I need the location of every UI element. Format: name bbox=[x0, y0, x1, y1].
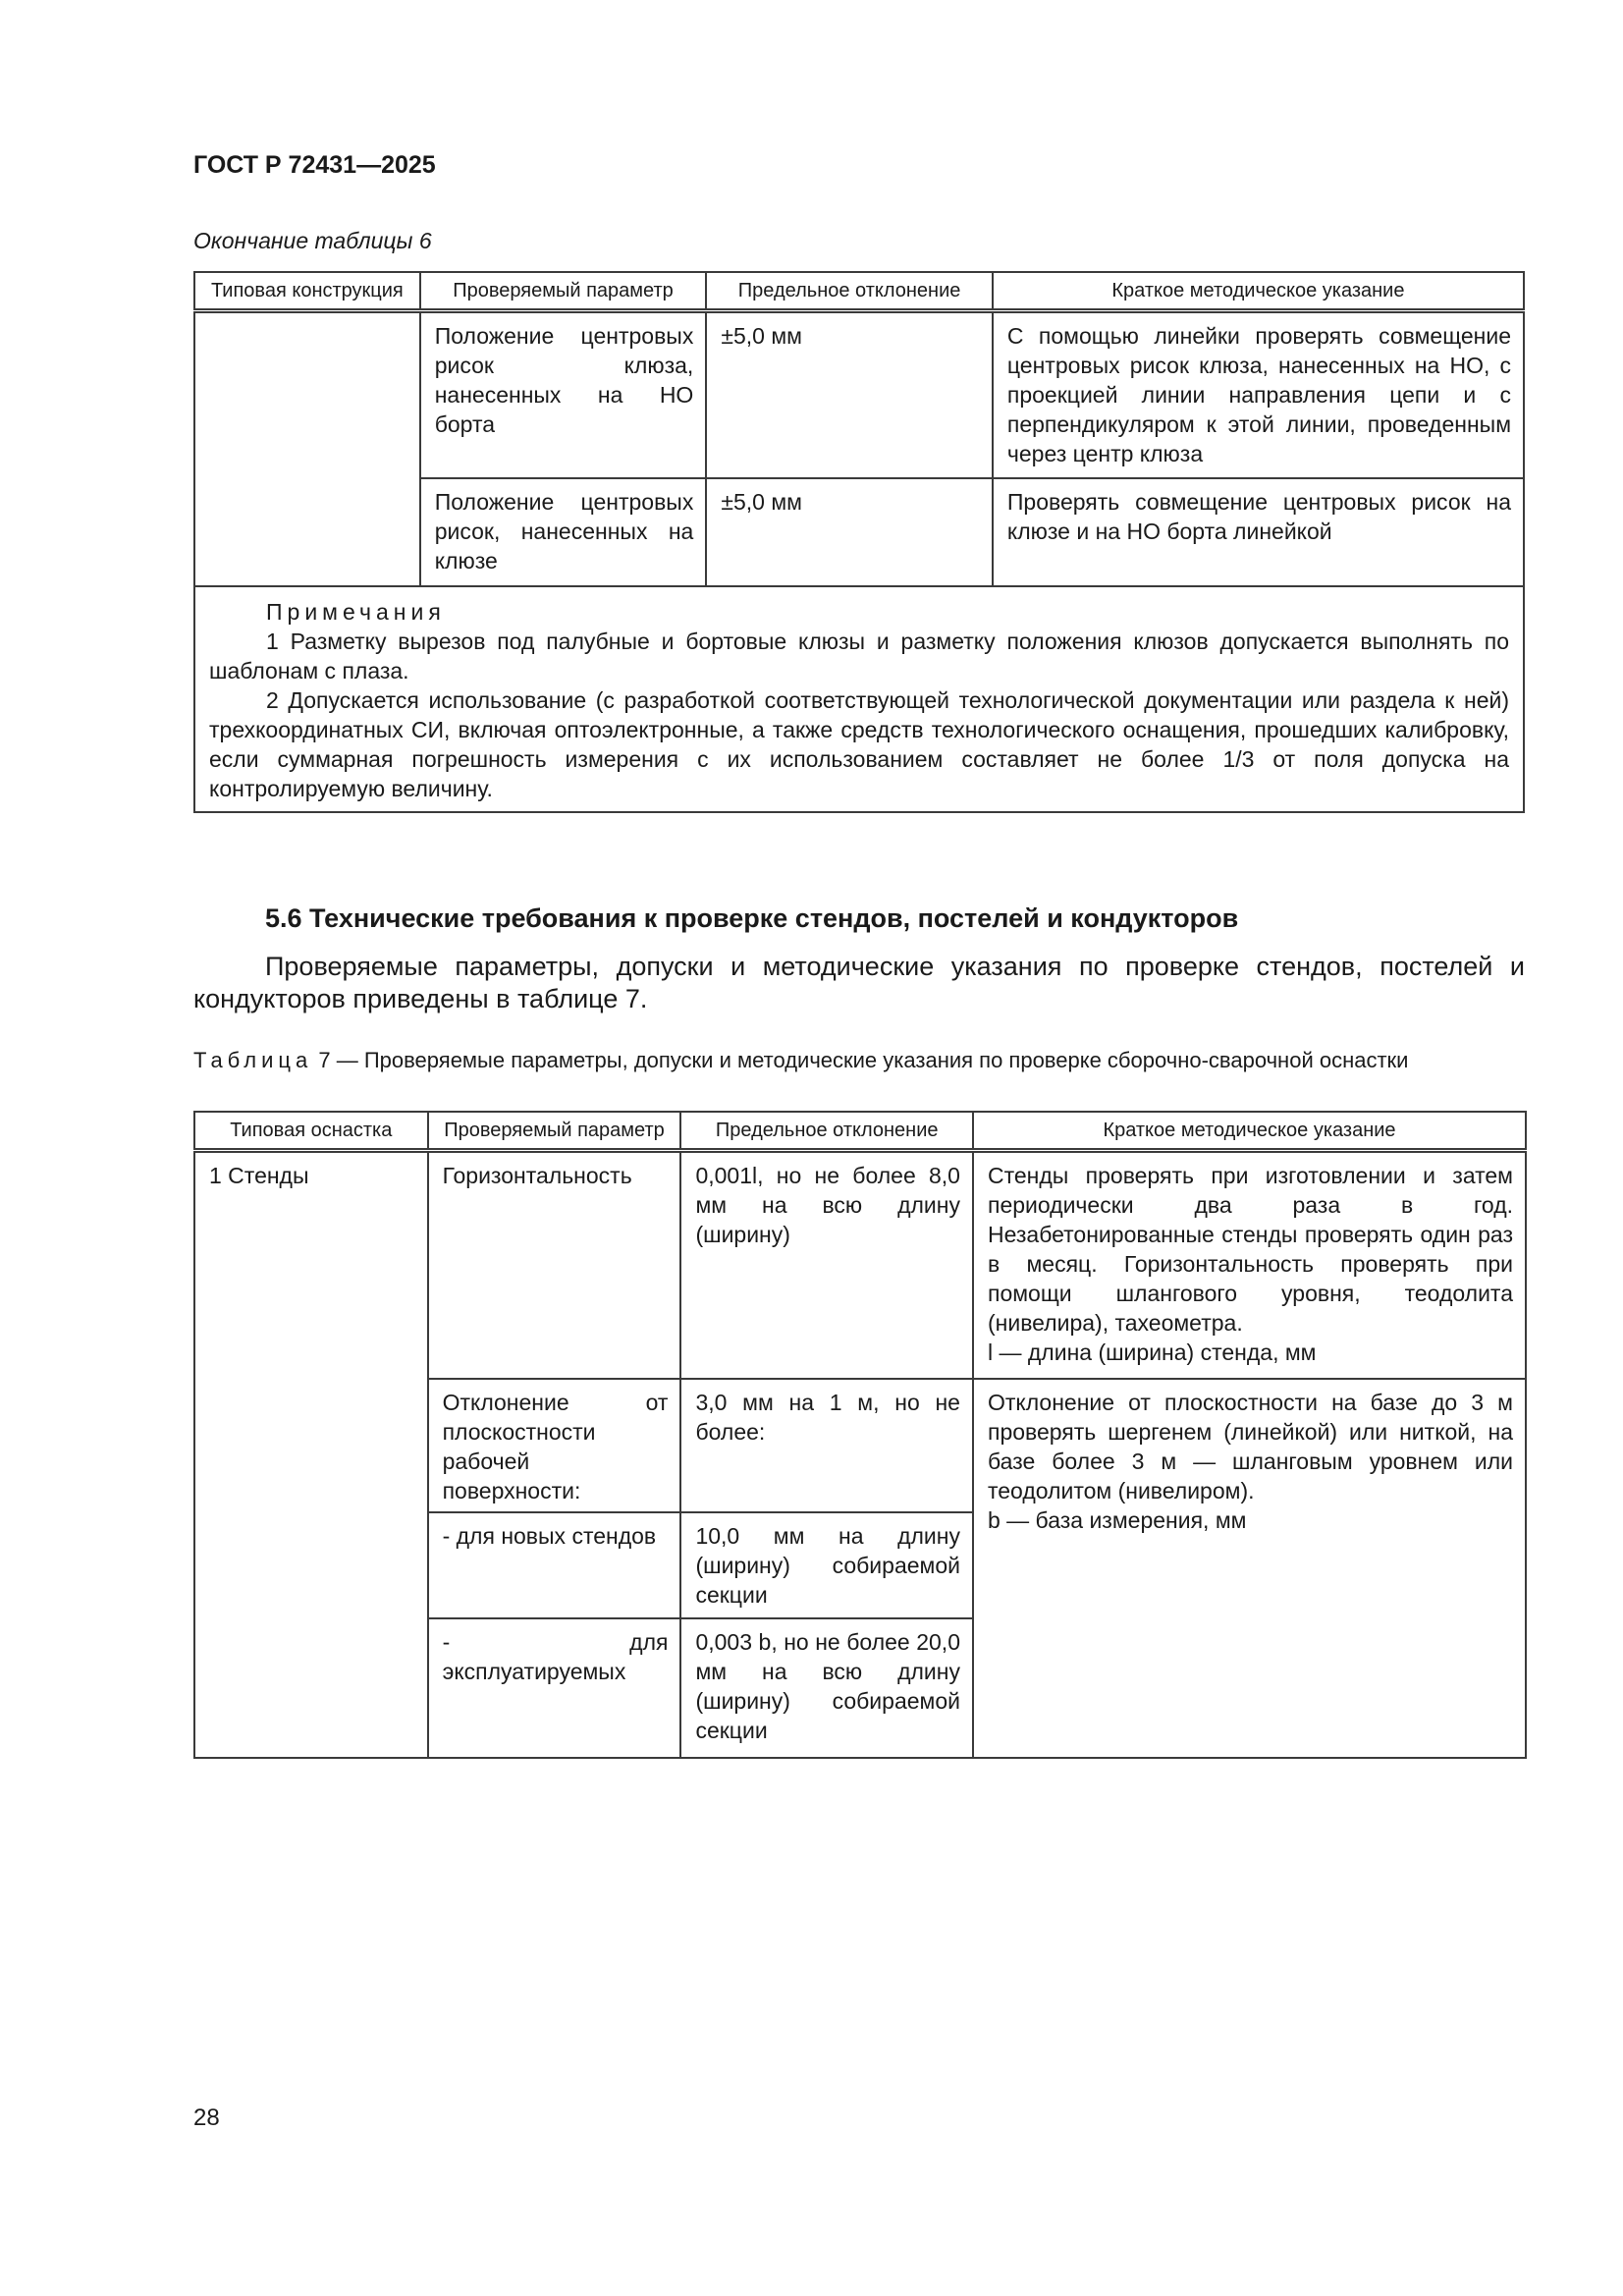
table6-col-deviation: Предельное отклонение bbox=[706, 272, 993, 311]
table7-cell-instruction bbox=[973, 1151, 1526, 1379]
instruction-text: Отклонение от плоскостности на базе до 3 м проверять шергенем (линейкой) или ниткой, на базе более 3 м — шланговым уровнем или теодолитом (нивелиром). bbox=[987, 1389, 1513, 1503]
table7-cell-parameter: - для новых стендов bbox=[428, 1512, 681, 1618]
table7-col-equipment: Типовая оснастка bbox=[194, 1112, 428, 1151]
deviation-text: 0,001l, но не более 8,0 мм на всю длину (ширину) bbox=[695, 1163, 960, 1247]
table6-col-parameter: Проверяемый параметр bbox=[420, 272, 707, 311]
table6-cell-parameter: Положение центровых рисок клюза, нанесенных на НО борта bbox=[420, 311, 707, 478]
table-6 bbox=[193, 271, 1525, 813]
table-row bbox=[194, 1151, 1526, 1379]
table7-cell-deviation bbox=[680, 1151, 973, 1379]
table7-caption bbox=[193, 1046, 1527, 1074]
table6-cell-construction bbox=[194, 311, 420, 586]
table6-cell-instruction: Проверять совмещение центровых рисок на клюзе и на НО борта линейкой bbox=[993, 478, 1524, 586]
table6-cell-parameter: Положение центровых рисок, нанесенных на клюзе bbox=[420, 478, 707, 586]
table7-col-deviation: Предельное отклонение bbox=[680, 1112, 973, 1151]
table6-cell-deviation: ±5,0 мм bbox=[706, 311, 993, 478]
table7-cell-deviation: 10,0 мм на длину (ширину) собираемой секции bbox=[680, 1512, 973, 1618]
document-header: ГОСТ Р 72431—2025 bbox=[193, 151, 436, 179]
table6-cell-instruction: С помощью линейки проверять совмещение центровых рисок клюза, нанесенных на НО, с проекцией линии направления цепи и с перпендикуляром к этой линии, проведенным через центр клюза bbox=[993, 311, 1524, 478]
table7-col-instruction: Краткое методическое указание bbox=[973, 1112, 1526, 1151]
table6-notes-row bbox=[194, 586, 1524, 812]
table6-notes bbox=[194, 586, 1524, 812]
table7-cell-deviation: 0,003 b, но не более 20,0 мм на всю длину (ширину) собираемой секции bbox=[680, 1618, 973, 1758]
table6-col-instruction: Краткое методическое указание bbox=[993, 272, 1524, 311]
table7-caption-label: Таблица bbox=[193, 1048, 313, 1072]
table6-caption: Окончание таблицы 6 bbox=[193, 228, 432, 253]
page-number: 28 bbox=[193, 2105, 220, 2131]
table7-cell-deviation: 3,0 мм на 1 м, но не более: bbox=[680, 1379, 973, 1512]
table6-col-construction: Типовая конструкция bbox=[194, 272, 420, 311]
table7-header-row bbox=[194, 1112, 1526, 1151]
notes-title: Примечания bbox=[266, 598, 446, 625]
instruction-text: Стенды проверять при изготовлении и затем периодически два раза в год. Незабетонированные стенды проверять один раз в месяц. Горизонтальность проверять при помощи шлангового уровня, теодолита (нивелира), тахеометра. bbox=[987, 1163, 1513, 1336]
note-2: 2 Допускается использование (с разработкой соответствующей технологической документации или раздела к ней) трехкоординатных СИ, включая оптоэлектронные, а также средств технологического оснащения, прошедших калибровку, если суммарная погрешность измерения с их использованием составляет не более 1/3 от поля допуска на контролируемую величину. bbox=[209, 686, 1509, 801]
section-paragraph: Проверяемые параметры, допуски и методические указания по проверке стендов, постелей и кондукторов приведены в таблице 7. bbox=[193, 952, 1525, 1013]
table7-caption-text: 7 — Проверяемые параметры, допуски и методические указания по проверке сборочно-сварочной оснастки bbox=[312, 1048, 1409, 1072]
table6-cell-deviation: ±5,0 мм bbox=[706, 478, 993, 586]
table7-cell-instruction bbox=[973, 1379, 1526, 1758]
table7-cell-equipment: 1 Стенды bbox=[194, 1151, 428, 1758]
table7-col-parameter: Проверяемый параметр bbox=[428, 1112, 681, 1151]
note-1: 1 Разметку вырезов под палубные и бортовые клюзы и разметку положения клюзов допускается выполнять по шаблонам с плаза. bbox=[209, 628, 1509, 683]
table7-cell-parameter: Горизонтальность bbox=[428, 1151, 681, 1379]
instruction-note: b — база измерения, мм bbox=[987, 1506, 1247, 1533]
section-title: 5.6 Технические требования к проверке стендов, постелей и кондукторов bbox=[265, 903, 1239, 933]
table7-cell-parameter: - для эксплуатируемых bbox=[428, 1618, 681, 1758]
table-7 bbox=[193, 1111, 1527, 1759]
table6-header-row bbox=[194, 272, 1524, 311]
instruction-note: l — длина (ширина) стенда, мм bbox=[987, 1339, 1317, 1365]
table-row bbox=[194, 311, 1524, 478]
table7-cell-parameter: Отклонение от плоскостности рабочей поверхности: bbox=[428, 1379, 681, 1512]
